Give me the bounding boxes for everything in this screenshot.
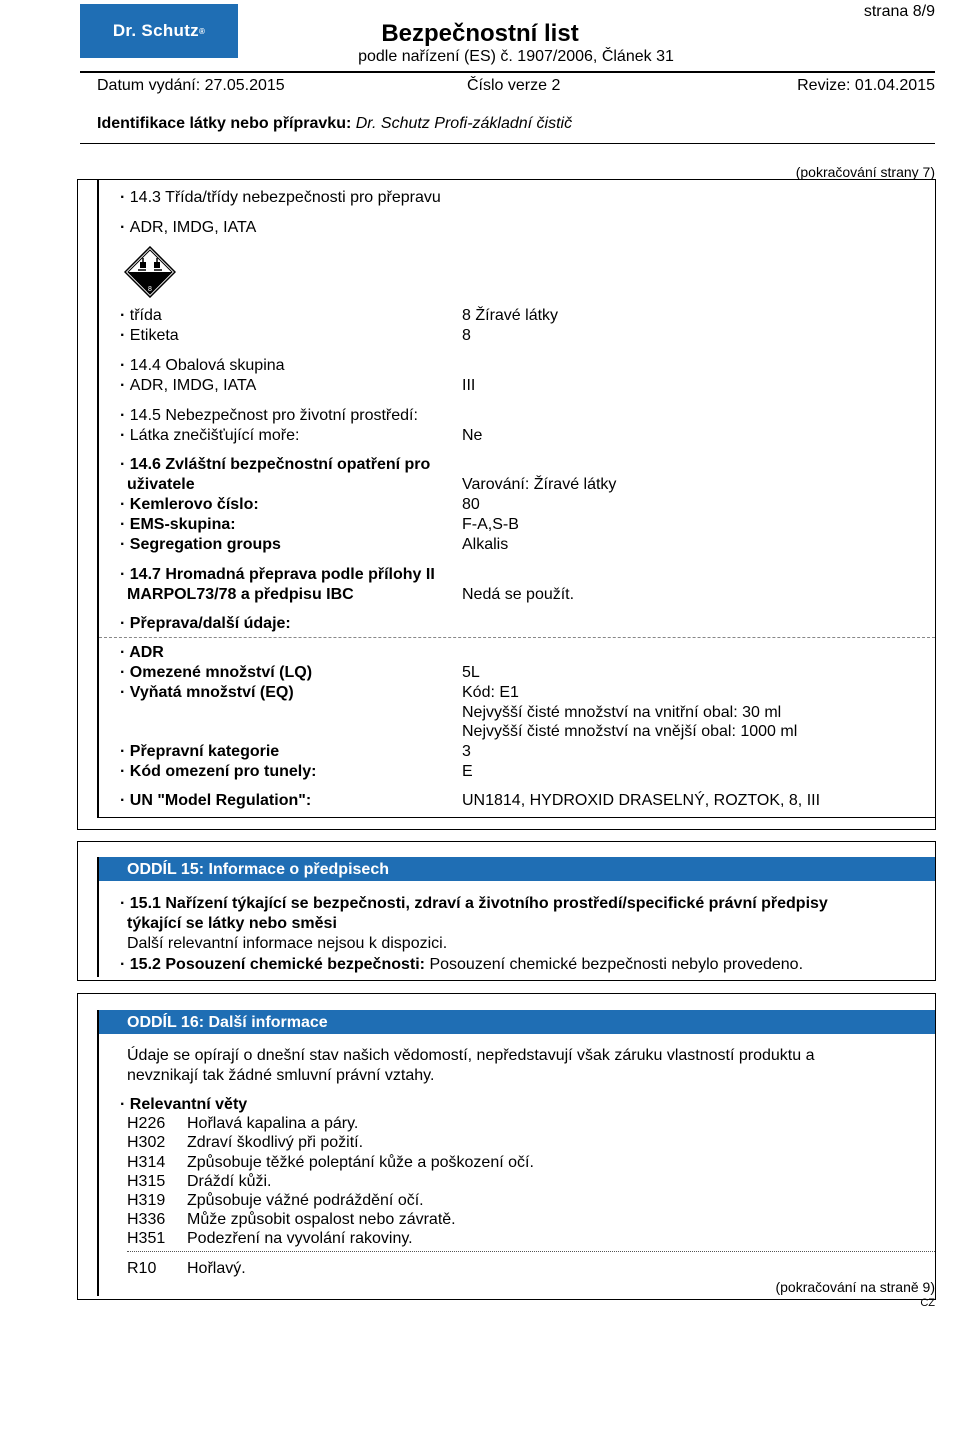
label-value: 8 xyxy=(462,327,471,344)
excepted-quantity-code: Kód: E1 xyxy=(462,684,519,701)
heading-15-1-line2: týkající se látky nebo směsi xyxy=(127,915,337,932)
class-label: · třída xyxy=(120,306,162,326)
ems-label: · EMS-skupina: xyxy=(120,515,236,535)
revision-date: Revize: 01.04.2015 xyxy=(797,77,935,94)
class-value: 8 Žíravé látky xyxy=(462,307,559,324)
ident-value: Dr. Schutz Profi-základní čistič xyxy=(355,115,573,132)
version-number: Číslo verze 2 xyxy=(467,77,561,94)
heading-14-3: · 14.3 Třída/třídy nebezpečnosti pro přepravu xyxy=(120,188,441,208)
phrase-code: H336 xyxy=(127,1211,166,1228)
phrase-text: Hořlavá kapalina a páry. xyxy=(187,1115,359,1132)
heading-14-6-line2: uživatele xyxy=(127,476,195,493)
logo-text: Dr. Schutz xyxy=(112,21,199,40)
heading-14-7-line1: · 14.7 Hromadná přeprava podle přílohy II xyxy=(120,565,435,585)
phrases-divider xyxy=(127,1251,935,1252)
marine-pollutant-value: Ne xyxy=(462,427,483,444)
country-code: CZ xyxy=(920,1297,935,1309)
limited-quantity-value: 5L xyxy=(462,664,480,681)
excepted-quantity-outer: Nejvyšší čisté množství na vnější obal: 1000 ml xyxy=(462,723,798,740)
phrase-code: H314 xyxy=(127,1154,166,1171)
un-model-label: · UN "Model Regulation": xyxy=(120,791,311,811)
ems-value: F-A,S-B xyxy=(462,516,519,533)
phrase-text: Podezření na vyvolání rakoviny. xyxy=(187,1230,413,1247)
continued-to: (pokračování na straně 9) xyxy=(775,1279,935,1295)
phrase-text: Dráždí kůži. xyxy=(187,1173,272,1190)
limited-quantity-label: · Omezené množství (LQ) xyxy=(120,663,312,683)
header-rule xyxy=(80,71,935,73)
product-identification xyxy=(97,114,572,134)
phrase-text: Může způsobit ospalost nebo závratě. xyxy=(187,1211,456,1228)
heading-15-2: 15.2 Posouzení chemické bezpečnosti: xyxy=(129,956,425,973)
special-precautions-value: Varování: Žíravé látky xyxy=(462,476,617,493)
marine-pollutant-label: · Látka znečišťující moře: xyxy=(120,426,299,446)
label-label: · Etiketa xyxy=(120,326,179,346)
packing-group-value: III xyxy=(462,377,476,394)
transport-modes: · ADR, IMDG, IATA xyxy=(120,218,256,238)
heading-15-1-line1: · 15.1 Nařízení týkající se bezpečnosti, zdraví a životního prostředí/specifické právní předpisy xyxy=(120,894,828,914)
section-15-margin-line xyxy=(97,857,99,977)
r-phrase-text: Hořlavý. xyxy=(187,1260,246,1277)
phrase-text: Zdraví škodlivý při požití. xyxy=(187,1134,364,1151)
phrase-code: H319 xyxy=(127,1192,166,1209)
phrase-code: H302 xyxy=(127,1134,166,1151)
transport-divider xyxy=(99,637,935,638)
phrase-code: H315 xyxy=(127,1173,166,1190)
corrosive-pictogram-icon xyxy=(124,246,176,298)
chemical-safety-assessment xyxy=(120,955,803,975)
packing-group-label: · ADR, IMDG, IATA xyxy=(120,376,256,396)
phrase-code: H351 xyxy=(127,1230,166,1247)
disclaimer-line1: Údaje se opírají o dnešní stav našich vědomostí, nepředstavují však záruku vlastností produktu a xyxy=(127,1047,815,1064)
page-number: strana 8/9 xyxy=(863,3,935,20)
section-14-margin-line xyxy=(97,179,99,818)
un-model-value: UN1814, HYDROXID DRASELNÝ, ROZTOK, 8, III xyxy=(462,792,821,809)
relevant-phrases-heading: · Relevantní věty xyxy=(120,1095,247,1115)
registered-mark: ® xyxy=(198,26,206,36)
heading-14-5: · 14.5 Nebezpečnost pro životní prostředí: xyxy=(120,406,418,426)
segregation-label: · Segregation groups xyxy=(120,535,281,555)
transport-category-value: 3 xyxy=(462,743,471,760)
regulation-info-text: Další relevantní informace nejsou k dispozici. xyxy=(127,935,448,952)
kemler-value: 80 xyxy=(462,496,480,513)
issue-date: Datum vydání: 27.05.2015 xyxy=(97,77,285,94)
phrase-code: H226 xyxy=(127,1115,166,1132)
section-16-heading: ODDÍL 16: Další informace xyxy=(127,1014,328,1031)
adr-label: · ADR xyxy=(120,643,164,663)
section-15-heading-band xyxy=(99,857,935,881)
tunnel-code-value: E xyxy=(462,763,473,780)
ident-rule xyxy=(80,143,935,144)
chemical-safety-text: Posouzení chemické bezpečnosti nebylo provedeno. xyxy=(429,956,804,973)
document-subtitle: podle nařízení (ES) č. 1907/2006, Článek 31 xyxy=(358,48,674,65)
heading-14-4: · 14.4 Obalová skupina xyxy=(120,356,285,376)
heading-14-7-line2: MARPOL73/78 a předpisu IBC xyxy=(127,586,354,603)
excepted-quantity-label: · Vyňatá množství (EQ) xyxy=(120,683,294,703)
ident-label: Identifikace látky nebo přípravku: xyxy=(97,115,352,132)
transport-info-label: · Přeprava/další údaje: xyxy=(120,614,291,634)
transport-category-label: · Přepravní kategorie xyxy=(120,742,279,762)
bulk-transport-value: Nedá se použít. xyxy=(462,586,575,603)
disclaimer-line2: nevznikají tak žádné smluvní právní vztahy. xyxy=(127,1067,435,1084)
tunnel-code-label: · Kód omezení pro tunely: xyxy=(120,762,316,782)
excepted-quantity-inner: Nejvyšší čisté množství na vnitřní obal: 30 ml xyxy=(462,704,782,721)
r-phrase-code: R10 xyxy=(127,1260,157,1277)
phrase-text: Způsobuje vážné podráždění očí. xyxy=(187,1192,424,1209)
heading-14-6-line1: · 14.6 Zvláštní bezpečnostní opatření pro xyxy=(120,455,430,475)
document-title: Bezpečnostní list xyxy=(381,20,579,47)
section-16-heading-band xyxy=(99,1010,935,1034)
kemler-label: · Kemlerovo číslo: xyxy=(120,495,259,515)
phrase-text: Způsobuje těžké poleptání kůže a poškození očí. xyxy=(187,1154,534,1171)
section-15-heading: ODDÍL 15: Informace o předpisech xyxy=(127,861,389,878)
segregation-value: Alkalis xyxy=(462,536,509,553)
svg-text:8: 8 xyxy=(148,286,152,293)
section-14-bottom-rule xyxy=(97,817,936,818)
continued-from: (pokračování strany 7) xyxy=(795,164,935,180)
section-16-margin-line xyxy=(97,1010,99,1296)
